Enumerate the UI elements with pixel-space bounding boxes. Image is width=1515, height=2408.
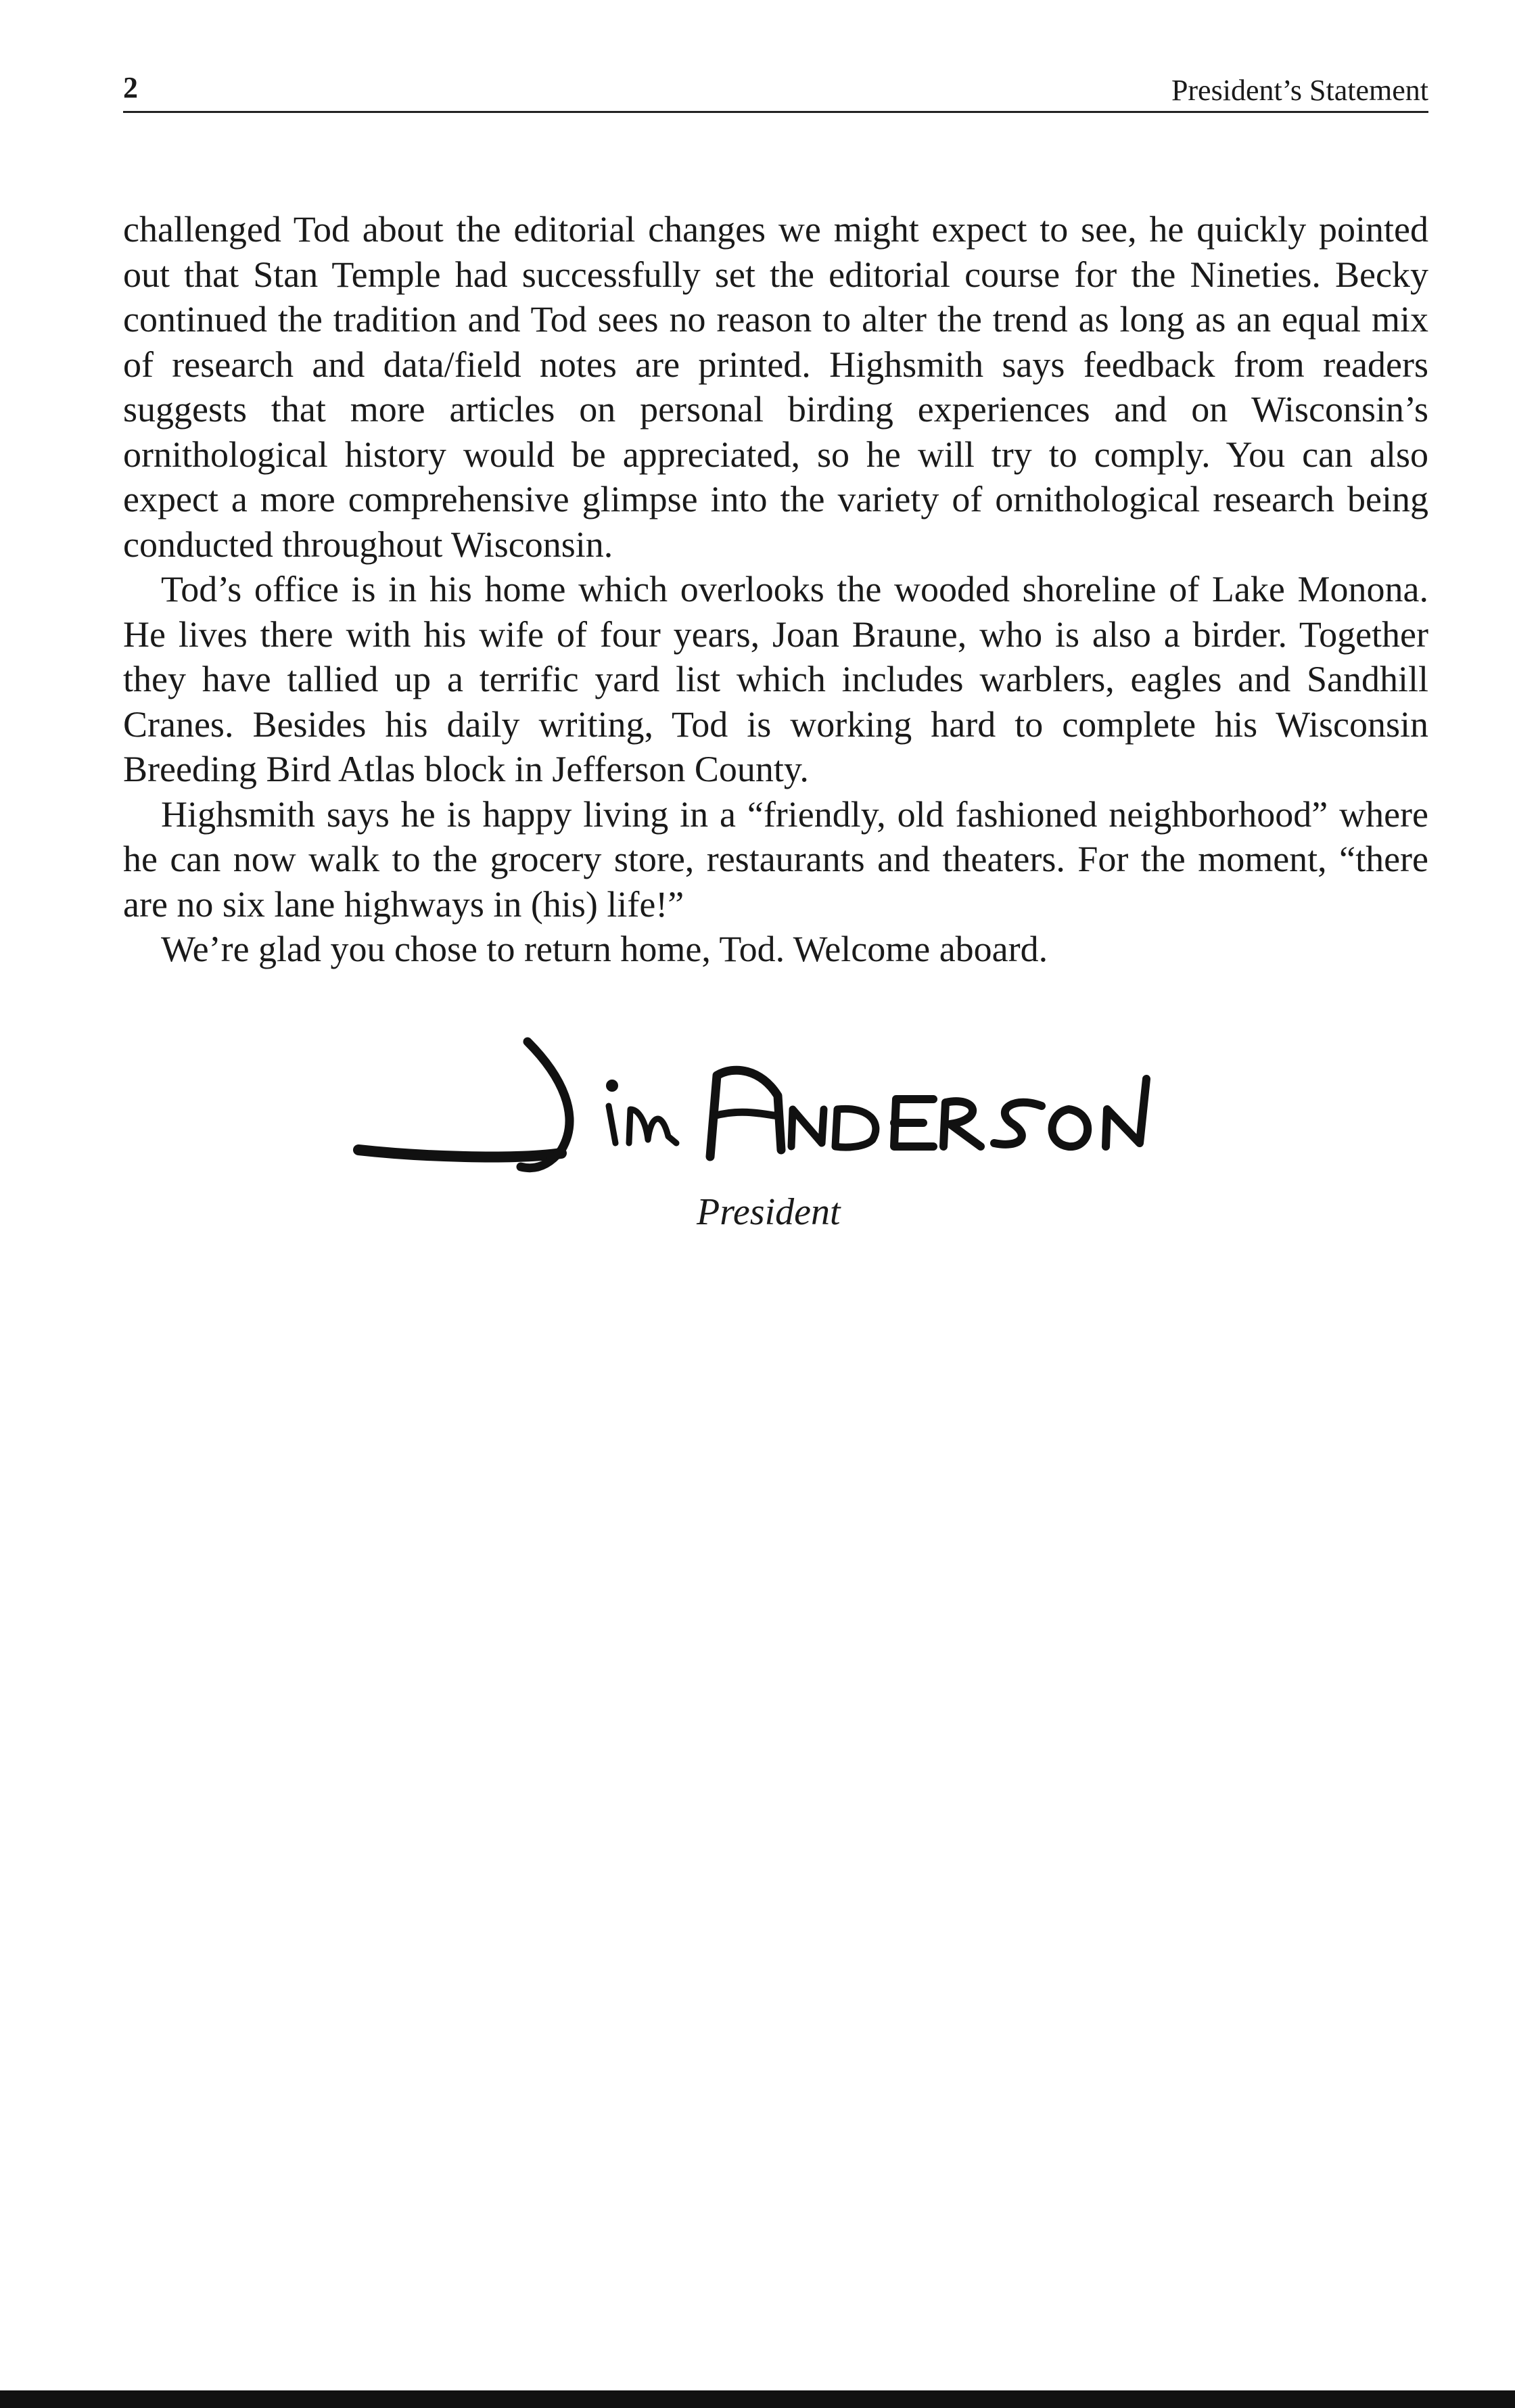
section-title: President’s Statement <box>1171 74 1428 107</box>
scan-edge-bar <box>0 2390 1515 2408</box>
paragraph-1: challenged Tod about the editorial changes we might expect to see, he quickly pointed out that Stan Temple had successfully set the editorial course for the Nineties. Becky continued the tradition and Tod sees no reason to alter the trend as long as an equal mix of research and data/field notes are printed. Highsmith says feedback from readers suggests that more articles on personal birding experiences and on Wisconsin’s ornithological history would be appreciated, so he will try to comply. You can also expect a more comprehensive glimpse into the variety of ornithological research being conducted throughout Wisconsin. <box>123 209 1428 565</box>
paragraph-3: Highsmith says he is happy living in a “friendly, old fashioned neighborhood” where he can now walk to the grocery store, restaurants and theaters. For the moment, “there are no six lane highways in (his) life!” <box>123 793 1428 925</box>
article-body <box>123 207 1428 972</box>
paragraph-2: Tod’s office is in his home which overlooks the wooded shoreline of Lake Monona. He lives there with his wife of four years, Joan Braune, who is also a birder. Together they have tallied up a terrific yard list which includes warblers, eagles and Sandhill Cranes. Besides his daily writing, Tod is working hard to complete his Wisconsin Breeding Bird Atlas block in Jefferson County. <box>123 569 1428 789</box>
paragraph-4: We’re glad you chose to return home, Tod. Welcome aboard. <box>161 929 1048 969</box>
handwritten-signature <box>338 1015 1299 1218</box>
signature-title: President <box>697 1191 841 1233</box>
running-head <box>123 65 1428 113</box>
page-number: 2 <box>123 71 138 104</box>
